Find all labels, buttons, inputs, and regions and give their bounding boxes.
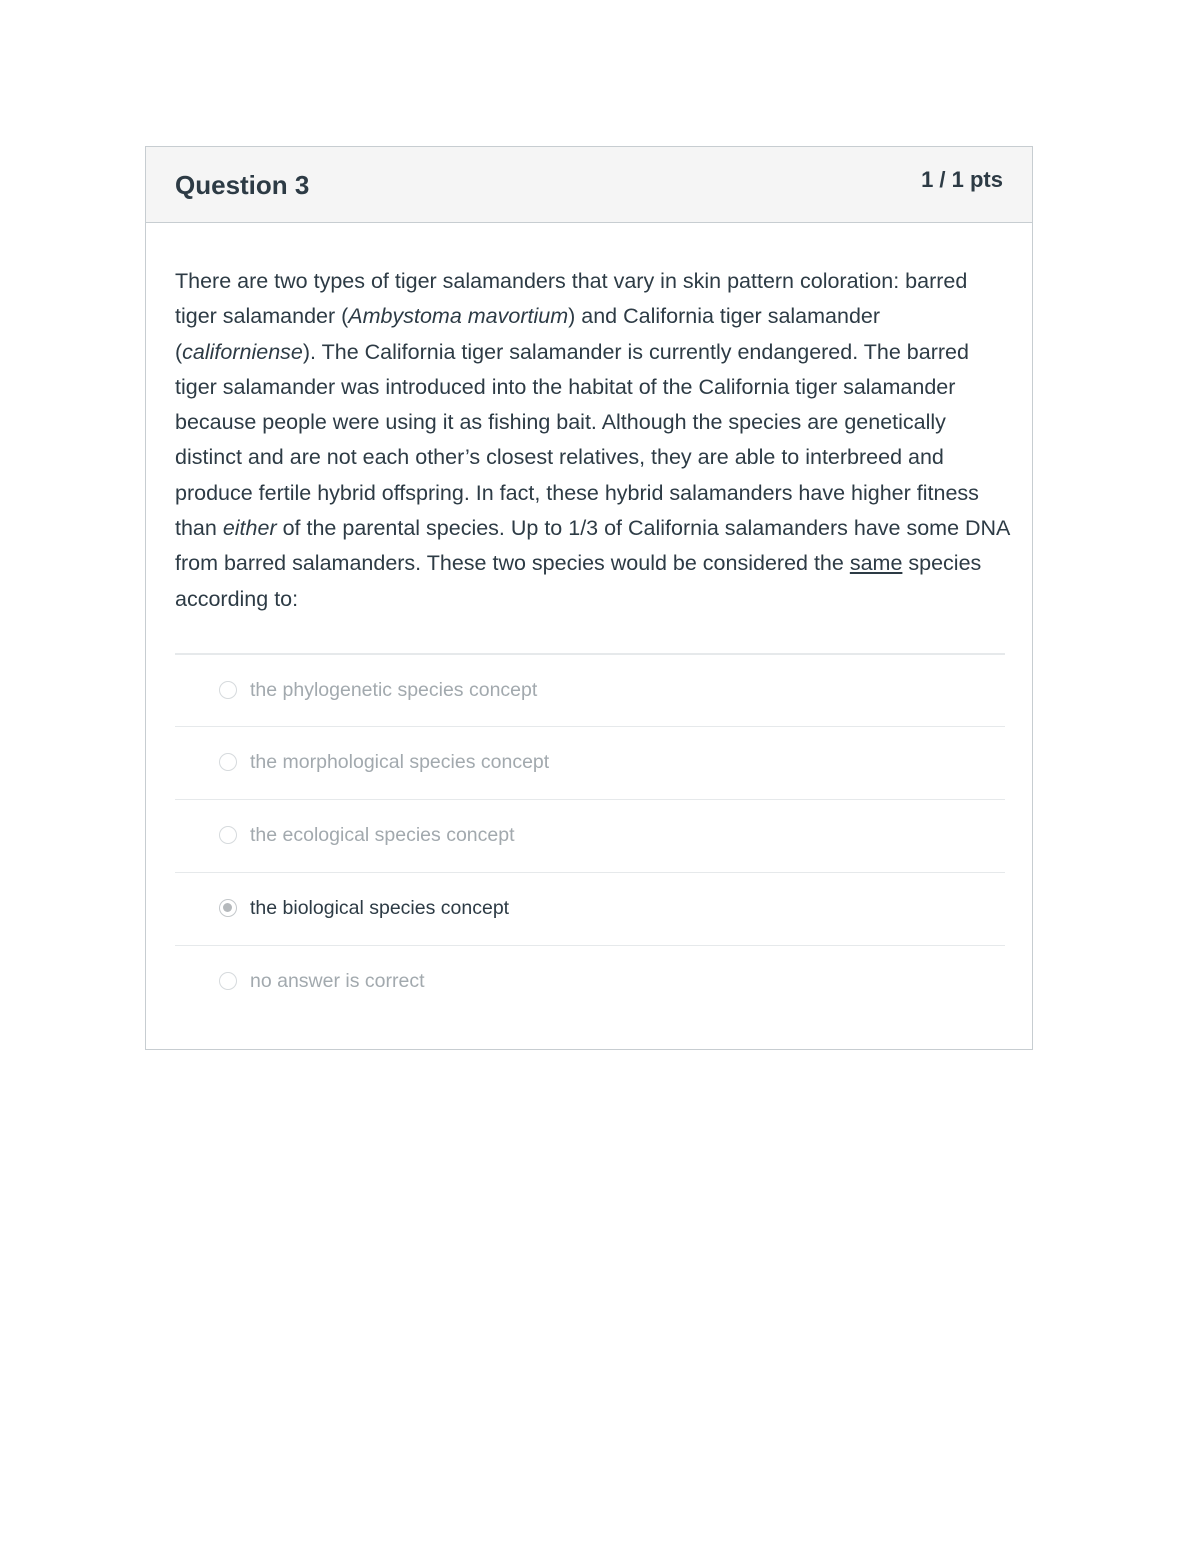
question-text-italic: either <box>222 516 277 541</box>
question-text-part: species according to: <box>175 551 982 611</box>
radio-button-selected[interactable] <box>219 899 237 917</box>
question-header <box>146 147 1032 223</box>
answer-label: the biological species concept <box>250 897 510 919</box>
radio-button[interactable] <box>219 826 237 844</box>
answer-option[interactable] <box>175 726 1005 799</box>
answer-option-selected[interactable] <box>175 872 1005 945</box>
question-text <box>175 264 1015 617</box>
radio-button[interactable] <box>219 972 237 990</box>
answer-label: no answer is correct <box>250 970 425 992</box>
question-text-part: ). The California tiger salamander is currently endangered. The barred tiger salamander was introduced into the habitat of the California tiger salamander because people were using it as fishing bait. Although the species are genetically distinct and are not each other’s closest relatives, they are able to interbreed and produce fertile hybrid offspring. In fact, these hybrid salamanders have higher fitness than <box>175 339 979 541</box>
question-text-part: of the parental species. Up to 1/3 of California salamanders have some DNA from barred salamanders. These two species would be considered the <box>175 516 1010 576</box>
answer-label: the morphological species concept <box>250 751 550 773</box>
answer-option[interactable] <box>175 945 1005 1018</box>
answer-option[interactable] <box>175 799 1005 872</box>
question-text-part: ) and California tiger salamander ( <box>175 304 881 364</box>
question-card <box>145 146 1033 1050</box>
answer-list <box>175 653 1005 1018</box>
question-text-italic: Ambystoma mavortium <box>348 304 569 329</box>
question-text-italic: californiense <box>182 339 303 364</box>
answer-label: the phylogenetic species concept <box>250 679 538 701</box>
answer-label: the ecological species concept <box>250 824 515 846</box>
question-title: Question 3 <box>175 170 310 200</box>
radio-button[interactable] <box>219 753 237 771</box>
radio-button[interactable] <box>219 681 237 699</box>
answer-option[interactable] <box>175 653 1005 726</box>
question-points: 1 / 1 pts <box>921 167 1003 192</box>
question-text-underline: same <box>849 551 903 576</box>
question-text-part: There are two types of tiger salamanders that vary in skin pattern coloration: barred tiger salamander ( <box>175 269 968 329</box>
